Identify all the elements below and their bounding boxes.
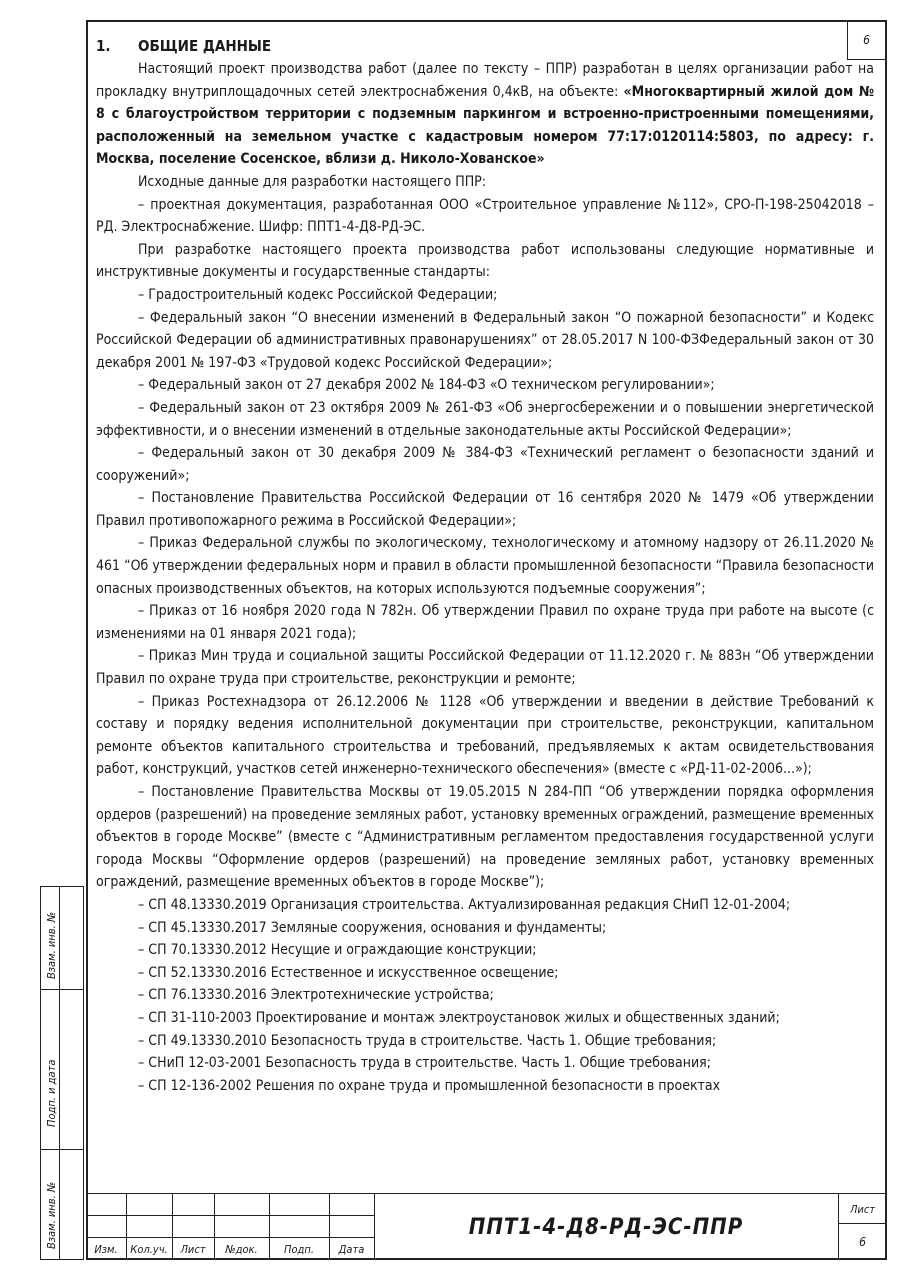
list-item: – Федеральный закон от 30 декабря 2009 № 384-ФЗ «Технический регламент о безопасности зданий и сооружений»;	[96, 445, 874, 484]
tb-line	[374, 1193, 375, 1260]
tb-line	[86, 1193, 887, 1194]
docs-list	[96, 284, 874, 1097]
section-title: ОБЩИЕ ДАННЫЕ	[138, 37, 272, 55]
side-stamp-divider	[41, 989, 83, 990]
list-item: – Приказ Мин труда и социальной защиты Российской Федерации от 11.12.2020 г. № 883н “Об утверждении Правил по охране труда при строительстве, реконструкции и ремонте;	[96, 648, 874, 688]
list-item: – СП 31-110-2003 Проектирование и монтаж электроустановок жилых и общественных зданий;	[138, 1009, 780, 1026]
list-label: Лист	[849, 1203, 876, 1216]
intro-text: Настоящий проект производства работ (далее по тексту – ППР) разработан в целях организации работ на прокладку внутриплощадочных сетей электроснабжения 0,4кВ, на объекте:	[96, 61, 874, 100]
document-body	[96, 34, 874, 1097]
document-code: ППТ1-4-Д8-РД-ЭС-ППР	[468, 1215, 744, 1240]
list-item: – СП 48.13330.2019 Организация строительства. Актуализированная редакция СНиП 12-01-2004;	[138, 896, 791, 913]
tb-line	[838, 1223, 887, 1224]
col-data: Дата	[338, 1243, 365, 1256]
list-item: – Федеральный закон “О внесении изменений в Федеральный закон “О пожарной безопасности” и Кодекс Российской Федерации об административных правонарушениях” от 28.05.2017 N 100-ФЗФедеральный закон от 30 декабря 2001 № 197-ФЗ «Трудовой кодекс Российской Федерации»;	[96, 309, 874, 371]
list-number: 6	[859, 1235, 866, 1249]
list-item: – СП 70.13330.2012 Несущие и ограждающие конструкции;	[138, 942, 537, 959]
list-item: – СП 76.13330.2016 Электротехнические устройства;	[138, 987, 494, 1004]
docs-intro: При разработке настоящего проекта производства работ использованы следующие нормативные и инструктивные документы и государственные стандарты:	[96, 241, 874, 281]
inv-podl-label: Взам. инв. №	[45, 1181, 58, 1249]
object-name: «Многоквартирный жилой дом № 8 с благоустройством территории с подземным паркингом и встроенно-пристроенными помещениями, расположенный на земельном участке с кадастровым номером 77:17:0120114:5803, по адресу: г. Москва, поселение Сосенское, вблизи д. Николо-Хованское»	[96, 83, 874, 168]
section-number: 1.	[96, 37, 111, 55]
vzam-inv-label: Взам. инв. №	[45, 911, 58, 979]
source-intro: Исходные данные для разработки настоящего ППР:	[138, 173, 487, 190]
col-kol-uch: Кол.уч.	[130, 1243, 168, 1256]
list-item: – СП 45.13330.2017 Земляные сооружения, основания и фундаменты;	[138, 919, 607, 936]
sheet-number-box: 6	[847, 22, 885, 60]
intro-paragraph	[96, 58, 874, 171]
col-ndok: №док.	[225, 1243, 258, 1256]
list-item: – СП 49.13330.2010 Безопасность труда в строительстве. Часть 1. Общие требования;	[138, 1032, 717, 1049]
list-item: – Приказ от 16 ноября 2020 года N 782н. Об утверждении Правил по охране труда при работе на высоте (с изменениями на 01 января 2021 года);	[96, 603, 874, 642]
tb-line	[86, 1215, 374, 1216]
title-block	[86, 1193, 887, 1260]
list-item: – Федеральный закон от 23 октября 2009 № 261-ФЗ «Об энергосбережении и о повышении энергетической эффективности, и о внесении изменений в отдельные законодательные акты Российской Федерации»;	[96, 399, 874, 439]
tb-line	[86, 1237, 374, 1238]
source-item: – проектная документация, разработанная ООО «Строительное управление №112», СРО-П-198-25042018 – РД. Электроснабжение. Шифр: ППТ1-4-Д8-РД-ЭС.	[96, 196, 874, 236]
list-item: – Постановление Правительства Российской Федерации от 16 сентября 2020 № 1479 «Об утверждении Правил противопожарного режима в Российской Федерации»;	[96, 490, 874, 529]
side-stamp	[40, 886, 84, 1260]
list-item: – Градостроительный кодекс Российской Федерации;	[138, 286, 498, 303]
list-item: – СП 12-136-2002 Решения по охране труда и промышленной безопасности в проектах	[138, 1077, 721, 1094]
list-item: – Федеральный закон от 27 декабря 2002 № 184-ФЗ «О техническом регулировании»;	[138, 377, 715, 394]
podp-data-label: Подп. и дата	[45, 1059, 58, 1127]
list-item: – Приказ Федеральной службы по экологическому, технологическому и атомному надзору от 26.11.2020 № 461 “Об утверждении федеральных норм и правил в области промышленной безопасности “Правила безопасности опасных производственных объектов, на которых используются подъемные сооружения”;	[96, 535, 874, 597]
list-item: – СП 52.13330.2016 Естественное и искусственное освещение;	[138, 964, 559, 981]
list-item: – Постановление Правительства Москвы от 19.05.2015 N 284-ПП “Об утверждении порядка оформления ордеров (разрешений) на проведение земляных работ, установку временных ограждений, размещение временных объектов в городе Москве” (вместе с “Административным регламентом предоставления государственной услуги города Москвы “Оформление ордеров (разрешений) на проведение земляных работ, установку временных ограждений, размещение временных объектов в городе Москве”);	[96, 784, 874, 891]
side-stamp-divider	[41, 1149, 83, 1150]
col-list: Лист	[180, 1243, 206, 1256]
col-podp: Подп.	[284, 1243, 314, 1256]
list-item: – СНиП 12-03-2001 Безопасность труда в строительстве. Часть 1. Общие требования;	[138, 1055, 711, 1072]
section-heading	[96, 34, 874, 58]
list-item: – Приказ Ростехнадзора от 26.12.2006 № 1128 «Об утверждении и введении в действие Требований к составу и порядку ведения исполнительной документации при строительстве, реконструкции, капитальном ремонте объектов капитального строительства и требований, предъявляемых к актам освидетельствования работ, конструкций, участков сетей инженерно-технического обеспечения» (вместе с «РД-11-02-2006...»);	[96, 693, 874, 778]
col-izm: Изм.	[94, 1243, 118, 1256]
